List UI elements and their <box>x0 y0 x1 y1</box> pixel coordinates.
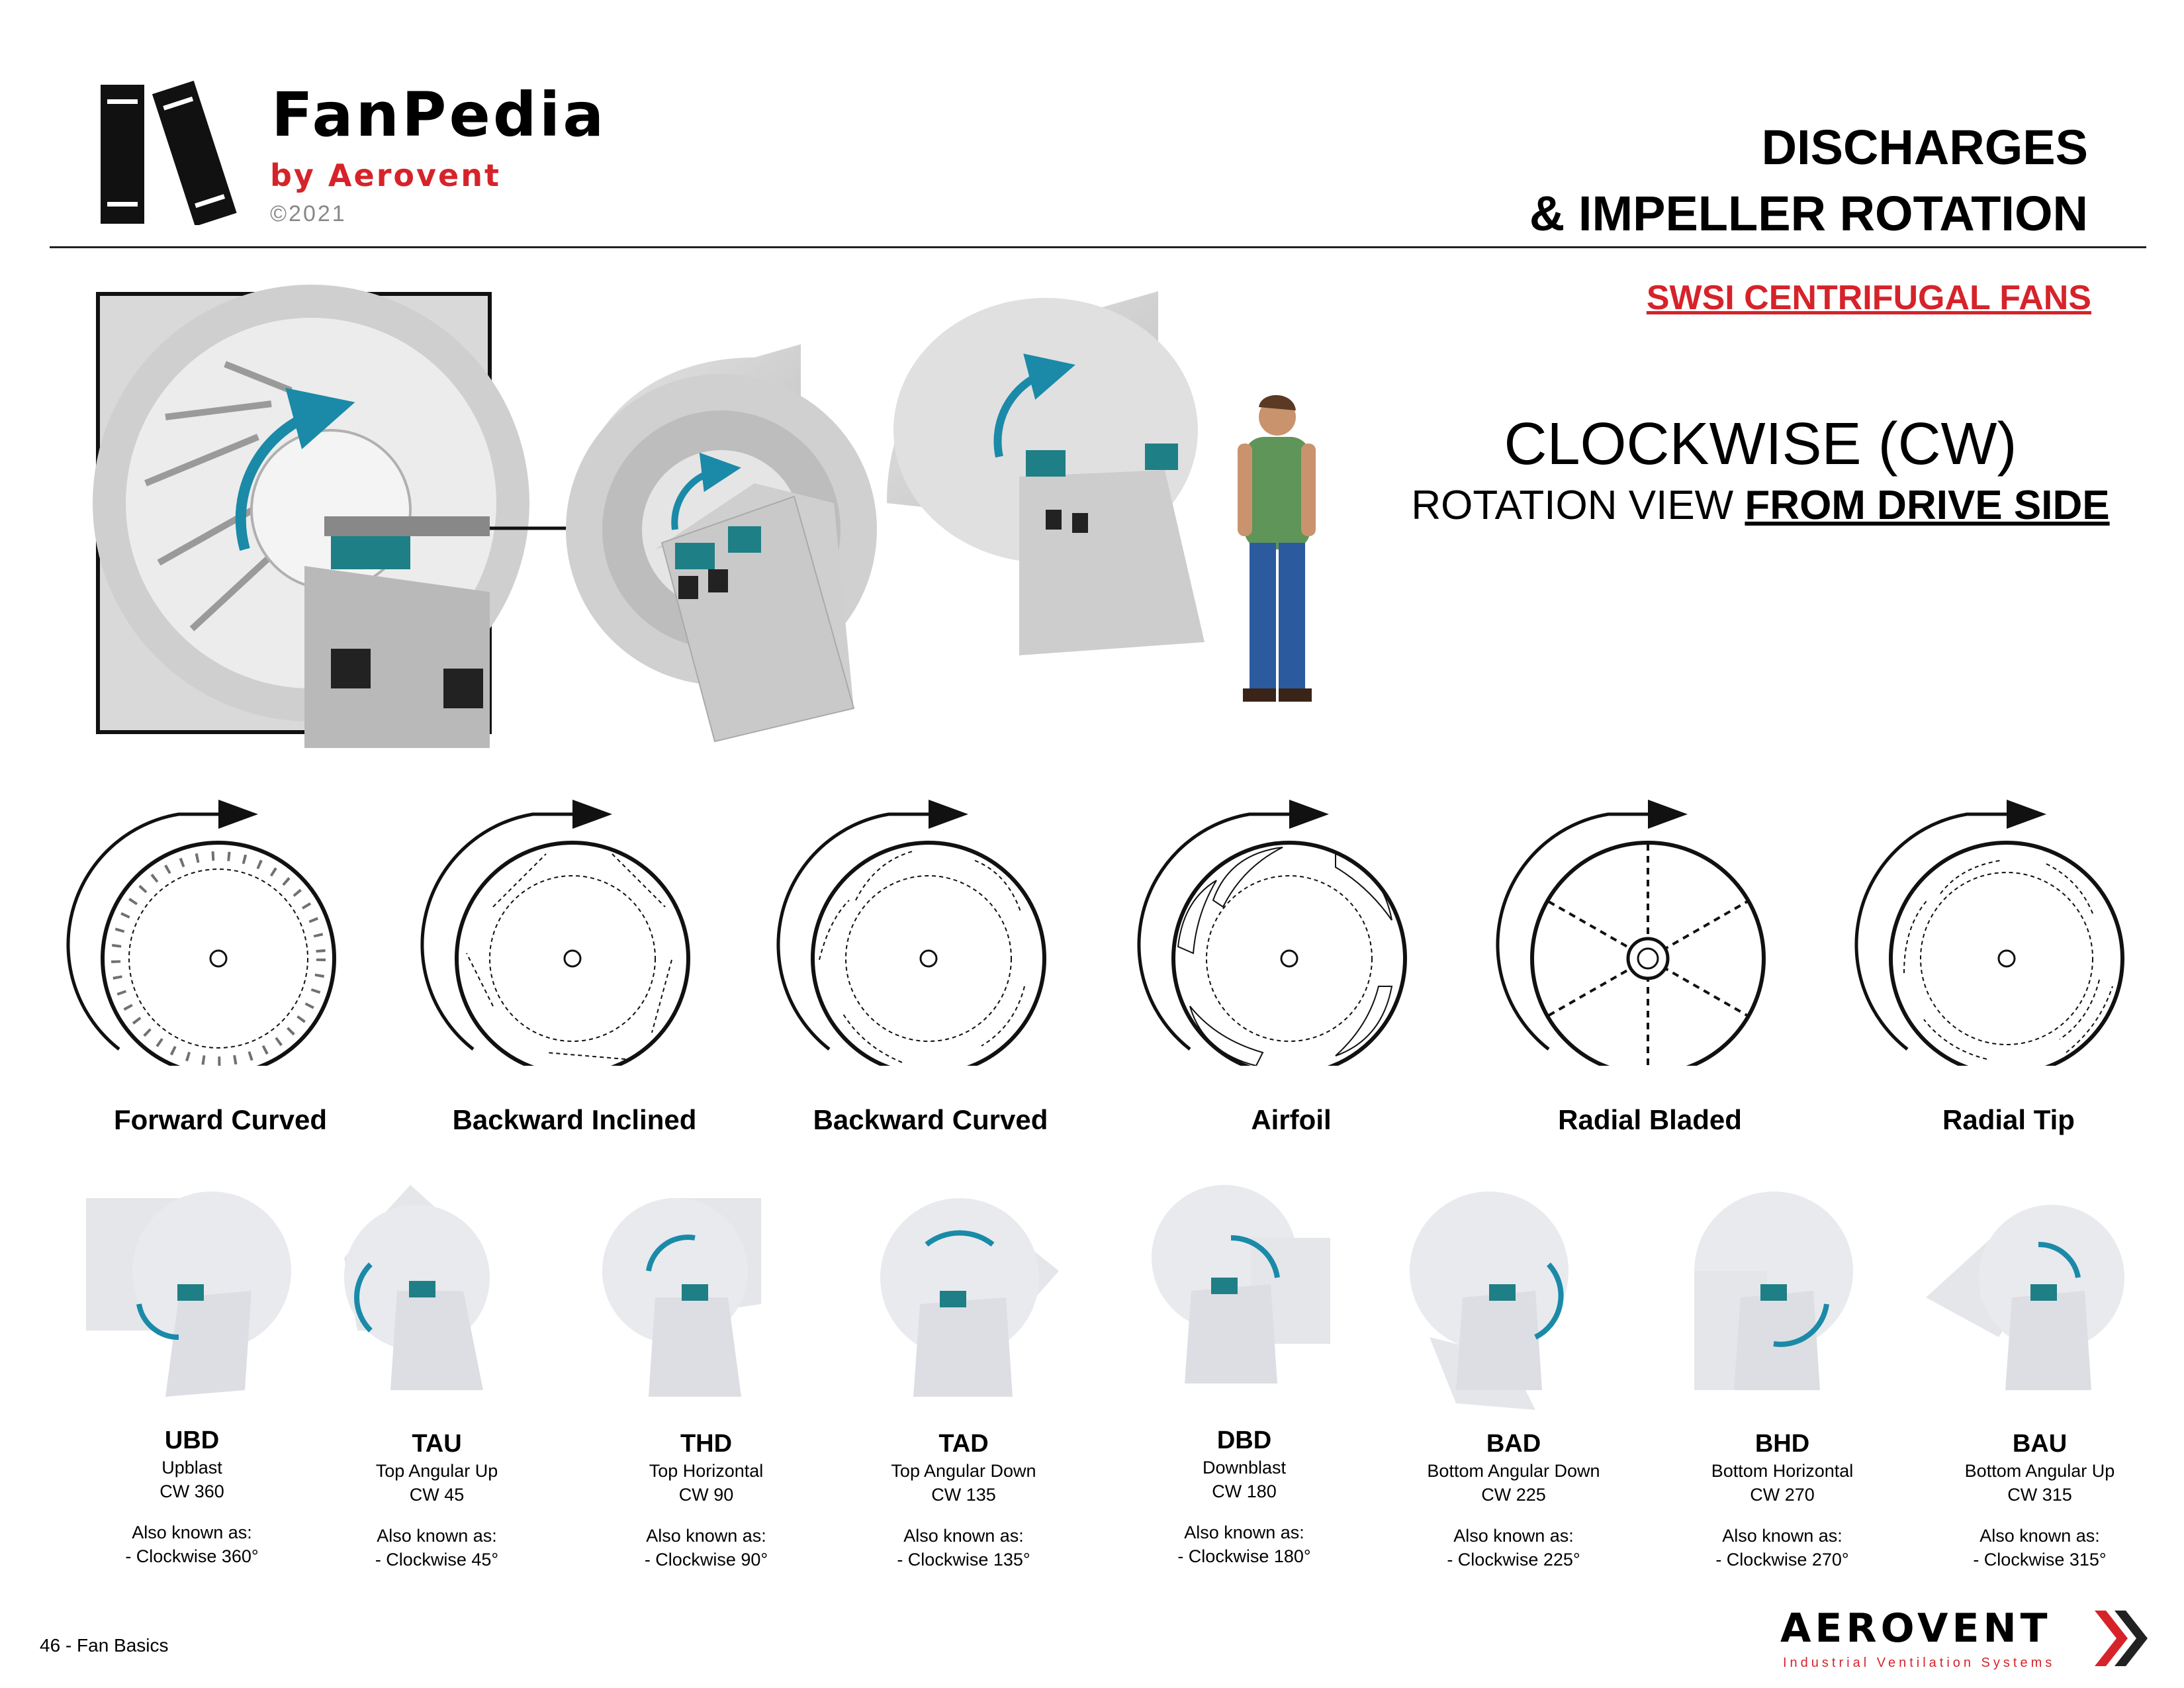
aka-label: Also known as: <box>1184 1523 1304 1542</box>
discharge-cw: CW 360 <box>159 1481 224 1501</box>
discharge-name: Top Horizontal <box>649 1461 764 1481</box>
page-number: 46 - Fan Basics <box>40 1635 169 1656</box>
discharge-name: Top Angular Down <box>891 1461 1036 1481</box>
aka-label: Also known as: <box>132 1523 252 1542</box>
header-divider <box>50 246 2146 248</box>
page-title-line1: DISCHARGES <box>1761 120 2088 175</box>
fan-thd-icon <box>602 1185 827 1403</box>
discharge-cw: CW 45 <box>409 1485 465 1505</box>
discharge-name: Top Angular Up <box>375 1461 498 1481</box>
aka-label: Also known as: <box>1979 1526 2100 1546</box>
backward-curved-wheel-diagram <box>770 788 1087 1066</box>
discharge-cw: CW 315 <box>2007 1485 2072 1505</box>
discharge-cw: CW 270 <box>1750 1485 1815 1505</box>
fan-dbd-icon <box>1138 1185 1363 1403</box>
discharge-name: Upblast <box>161 1458 222 1477</box>
airfoil-wheel-diagram <box>1130 788 1448 1066</box>
rotation-title: CLOCKWISE (CW) <box>1504 411 2017 477</box>
fan-model-large <box>887 291 1205 655</box>
company-name: AEROVENT <box>1780 1605 2052 1652</box>
discharge-name: Bottom Horizontal <box>1711 1461 1854 1481</box>
discharge-code: UBD <box>164 1427 220 1454</box>
aka-label: Also known as: <box>377 1526 497 1546</box>
discharge-code: DBD <box>1216 1427 1272 1454</box>
aka-value: - Clockwise 270° <box>1715 1550 1849 1570</box>
backward-inclined-wheel-diagram <box>414 788 731 1066</box>
person-scale-figure <box>1238 395 1316 702</box>
rotation-view-emphasis: FROM DRIVE SIDE <box>1745 483 2110 528</box>
fan-illustrations <box>93 285 1403 748</box>
section-subtitle: SWSI CENTRIFUGAL FANS <box>1646 279 2091 317</box>
discharge-name: Bottom Angular Down <box>1427 1461 1600 1481</box>
page-title-line2: & IMPELLER ROTATION <box>1529 186 2088 241</box>
radial-bladed-wheel-diagram <box>1489 788 1807 1066</box>
fanpedia-logo <box>99 79 695 232</box>
aka-value: - Clockwise 360° <box>125 1546 259 1566</box>
brand-name: FanPedia <box>271 79 607 150</box>
fan-tad-icon <box>860 1198 1085 1417</box>
wheel-label-radial-tip: Radial Tip <box>1942 1104 2075 1135</box>
fan-tau-icon <box>331 1178 556 1397</box>
fan-ubd-icon <box>79 1192 304 1410</box>
aka-label: Also known as: <box>903 1526 1024 1546</box>
aka-value: - Clockwise 135° <box>897 1550 1030 1570</box>
wheel-label-airfoil: Airfoil <box>1251 1104 1332 1135</box>
discharge-cw: CW 90 <box>678 1485 734 1505</box>
aka-value: - Clockwise 90° <box>644 1550 768 1570</box>
aka-value: - Clockwise 315° <box>1973 1550 2107 1570</box>
brand-byline: by Aerovent <box>270 158 501 193</box>
chevron-right-icon <box>2091 1605 2151 1671</box>
discharge-cw: CW 135 <box>931 1485 996 1505</box>
aka-value: - Clockwise 225° <box>1447 1550 1580 1570</box>
books-icon <box>99 79 251 225</box>
wheel-label-radial-bladed: Radial Bladed <box>1558 1104 1742 1135</box>
discharge-name: Bottom Angular Up <box>1964 1461 2115 1481</box>
company-tagline: Industrial Ventilation Systems <box>1783 1656 2056 1670</box>
discharge-code: BHD <box>1754 1430 1810 1458</box>
aka-value: - Clockwise 45° <box>375 1550 499 1570</box>
radial-tip-wheel-diagram <box>1848 788 2165 1066</box>
discharge-code: TAU <box>412 1430 462 1458</box>
copyright: ©2021 <box>270 201 347 226</box>
discharge-code: BAU <box>2012 1430 2068 1458</box>
wheel-label-backward-curved: Backward Curved <box>813 1104 1048 1135</box>
discharge-cw: CW 225 <box>1481 1485 1546 1505</box>
aka-label: Also known as: <box>646 1526 766 1546</box>
fan-bhd-icon <box>1674 1192 1899 1410</box>
impeller-closeup <box>93 285 529 748</box>
aka-value: - Clockwise 180° <box>1177 1546 1311 1566</box>
fan-bad-icon <box>1403 1192 1628 1410</box>
discharge-name: Downblast <box>1202 1458 1287 1477</box>
forward-curved-wheel-diagram <box>60 788 377 1066</box>
fan-bau-icon <box>1919 1192 2144 1410</box>
aka-label: Also known as: <box>1722 1526 1843 1546</box>
wheel-label-backward-inclined: Backward Inclined <box>452 1104 697 1135</box>
aka-label: Also known as: <box>1453 1526 1574 1546</box>
aerovent-logo <box>1780 1605 2151 1671</box>
discharge-code: TAD <box>938 1430 989 1458</box>
fan-model-medium <box>566 344 877 741</box>
discharge-code: THD <box>680 1430 733 1458</box>
wheel-label-forward-curved: Forward Curved <box>113 1104 328 1135</box>
discharge-cw: CW 180 <box>1212 1481 1277 1501</box>
rotation-view-note <box>1377 482 2144 529</box>
rotation-view-prefix: ROTATION VIEW <box>1411 483 1745 528</box>
discharge-code: BAD <box>1486 1430 1541 1458</box>
